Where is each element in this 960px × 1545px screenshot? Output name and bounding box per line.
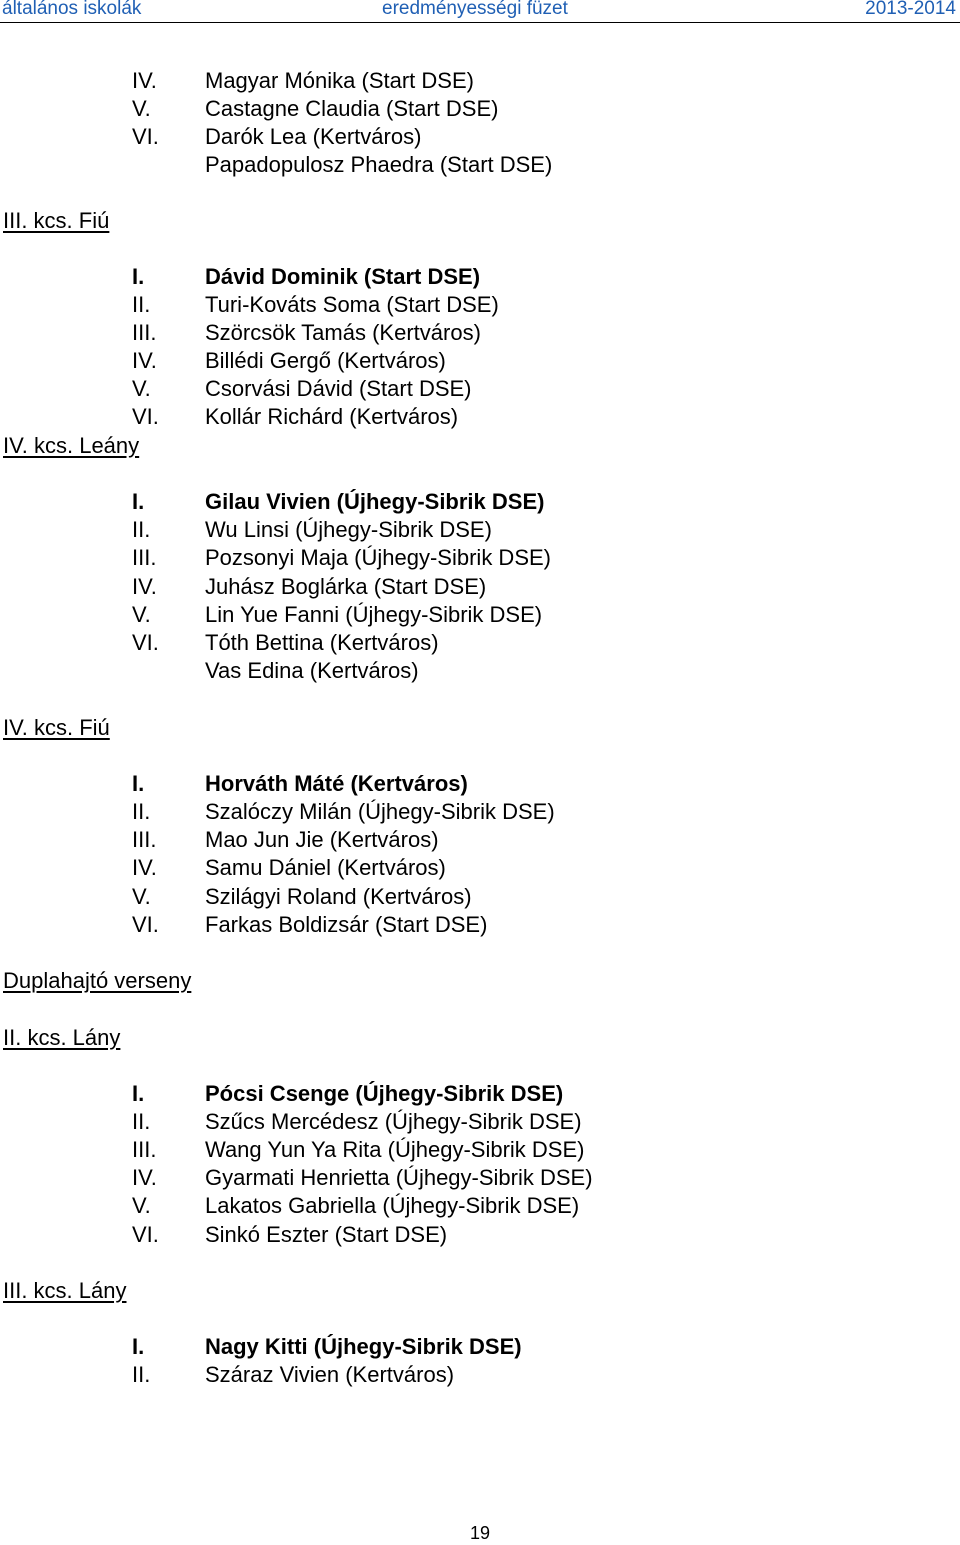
place-label: V. [132, 96, 151, 121]
header-center-text: eredményességi füzet [382, 0, 568, 19]
competitor-name: Szörcsök Tamás (Kertváros) [205, 320, 481, 345]
competitor-name: Farkas Boldizsár (Start DSE) [205, 912, 488, 937]
place-label: I. [132, 489, 145, 514]
competitor-name: Turi-Kováts Soma (Start DSE) [205, 292, 499, 317]
competitor-name: Sinkó Eszter (Start DSE) [205, 1222, 448, 1247]
place-label: V. [132, 376, 151, 401]
place-label: I. [132, 1081, 145, 1106]
competitor-name: Száraz Vivien (Kertváros) [205, 1362, 455, 1387]
place-label: V. [132, 884, 151, 909]
competitor-name: Vas Edina (Kertváros) [205, 658, 419, 683]
place-label: II. [132, 799, 151, 824]
place-label: V. [132, 602, 151, 627]
header-divider [0, 22, 960, 23]
category-heading-ii-lany: II. kcs. Lány [3, 1025, 121, 1050]
place-label: I. [132, 771, 145, 796]
place-label: V. [132, 1193, 151, 1218]
category-heading-iii-fiu: III. kcs. Fiú [3, 208, 110, 233]
competitor-name: Kollár Richárd (Kertváros) [205, 404, 459, 429]
place-label: III. [132, 1137, 157, 1162]
competitor-name: Mao Jun Jie (Kertváros) [205, 827, 439, 852]
place-label: VI. [132, 404, 159, 429]
competitor-name: Juhász Boglárka (Start DSE) [205, 574, 487, 599]
competitor-name: Gilau Vivien (Újhegy-Sibrik DSE) [205, 489, 545, 514]
place-label: IV. [132, 1165, 157, 1190]
place-label: VI. [132, 1222, 159, 1247]
event-heading-duplahajto: Duplahajtó verseny [3, 968, 192, 993]
category-heading-iii-lany: III. kcs. Lány [3, 1278, 127, 1303]
competitor-name: Pócsi Csenge (Újhegy-Sibrik DSE) [205, 1081, 564, 1106]
place-label: IV. [132, 574, 157, 599]
competitor-name: Castagne Claudia (Start DSE) [205, 96, 499, 121]
place-label: VI. [132, 630, 159, 655]
place-label: II. [132, 1109, 151, 1134]
competitor-name: Samu Dániel (Kertváros) [205, 855, 446, 880]
place-label: VI. [132, 912, 159, 937]
place-label: II. [132, 292, 151, 317]
page-header [0, 0, 960, 22]
competitor-name: Pozsonyi Maja (Újhegy-Sibrik DSE) [205, 545, 551, 570]
place-label: II. [132, 1362, 151, 1387]
competitor-name: Horváth Máté (Kertváros) [205, 771, 468, 796]
competitor-name: Wu Linsi (Újhegy-Sibrik DSE) [205, 517, 492, 542]
place-label: III. [132, 545, 157, 570]
category-heading-iv-leany: IV. kcs. Leány [3, 433, 140, 458]
competitor-name: Tóth Bettina (Kertváros) [205, 630, 439, 655]
place-label: IV. [132, 348, 157, 373]
competitor-name: Gyarmati Henrietta (Újhegy-Sibrik DSE) [205, 1165, 593, 1190]
competitor-name: Csorvási Dávid (Start DSE) [205, 376, 472, 401]
place-label: I. [132, 1334, 145, 1359]
competitor-name: Szilágyi Roland (Kertváros) [205, 884, 472, 909]
category-heading-iv-fiu: IV. kcs. Fiú [3, 715, 110, 740]
place-label: I. [132, 264, 145, 289]
header-left-text: általános iskolák [2, 0, 142, 19]
competitor-name: Lin Yue Fanni (Újhegy-Sibrik DSE) [205, 602, 543, 627]
competitor-name: Szűcs Mercédesz (Újhegy-Sibrik DSE) [205, 1109, 582, 1134]
competitor-name: Lakatos Gabriella (Újhegy-Sibrik DSE) [205, 1193, 580, 1218]
place-label: III. [132, 827, 157, 852]
place-label: III. [132, 320, 157, 345]
place-label: IV. [132, 855, 157, 880]
page-number: 19 [469, 1523, 491, 1543]
competitor-name: Papadopulosz Phaedra (Start DSE) [205, 152, 553, 177]
competitor-name: Wang Yun Ya Rita (Újhegy-Sibrik DSE) [205, 1137, 585, 1162]
place-label: VI. [132, 124, 159, 149]
competitor-name: Dávid Dominik (Start DSE) [205, 264, 481, 289]
competitor-name: Magyar Mónika (Start DSE) [205, 68, 474, 93]
competitor-name: Szalóczy Milán (Újhegy-Sibrik DSE) [205, 799, 555, 824]
competitor-name: Nagy Kitti (Újhegy-Sibrik DSE) [205, 1334, 522, 1359]
header-right-text: 2013-2014 [865, 0, 956, 19]
competitor-name: Darók Lea (Kertváros) [205, 124, 422, 149]
competitor-name: Billédi Gergő (Kertváros) [205, 348, 446, 373]
place-label: IV. [132, 68, 157, 93]
place-label: II. [132, 517, 151, 542]
